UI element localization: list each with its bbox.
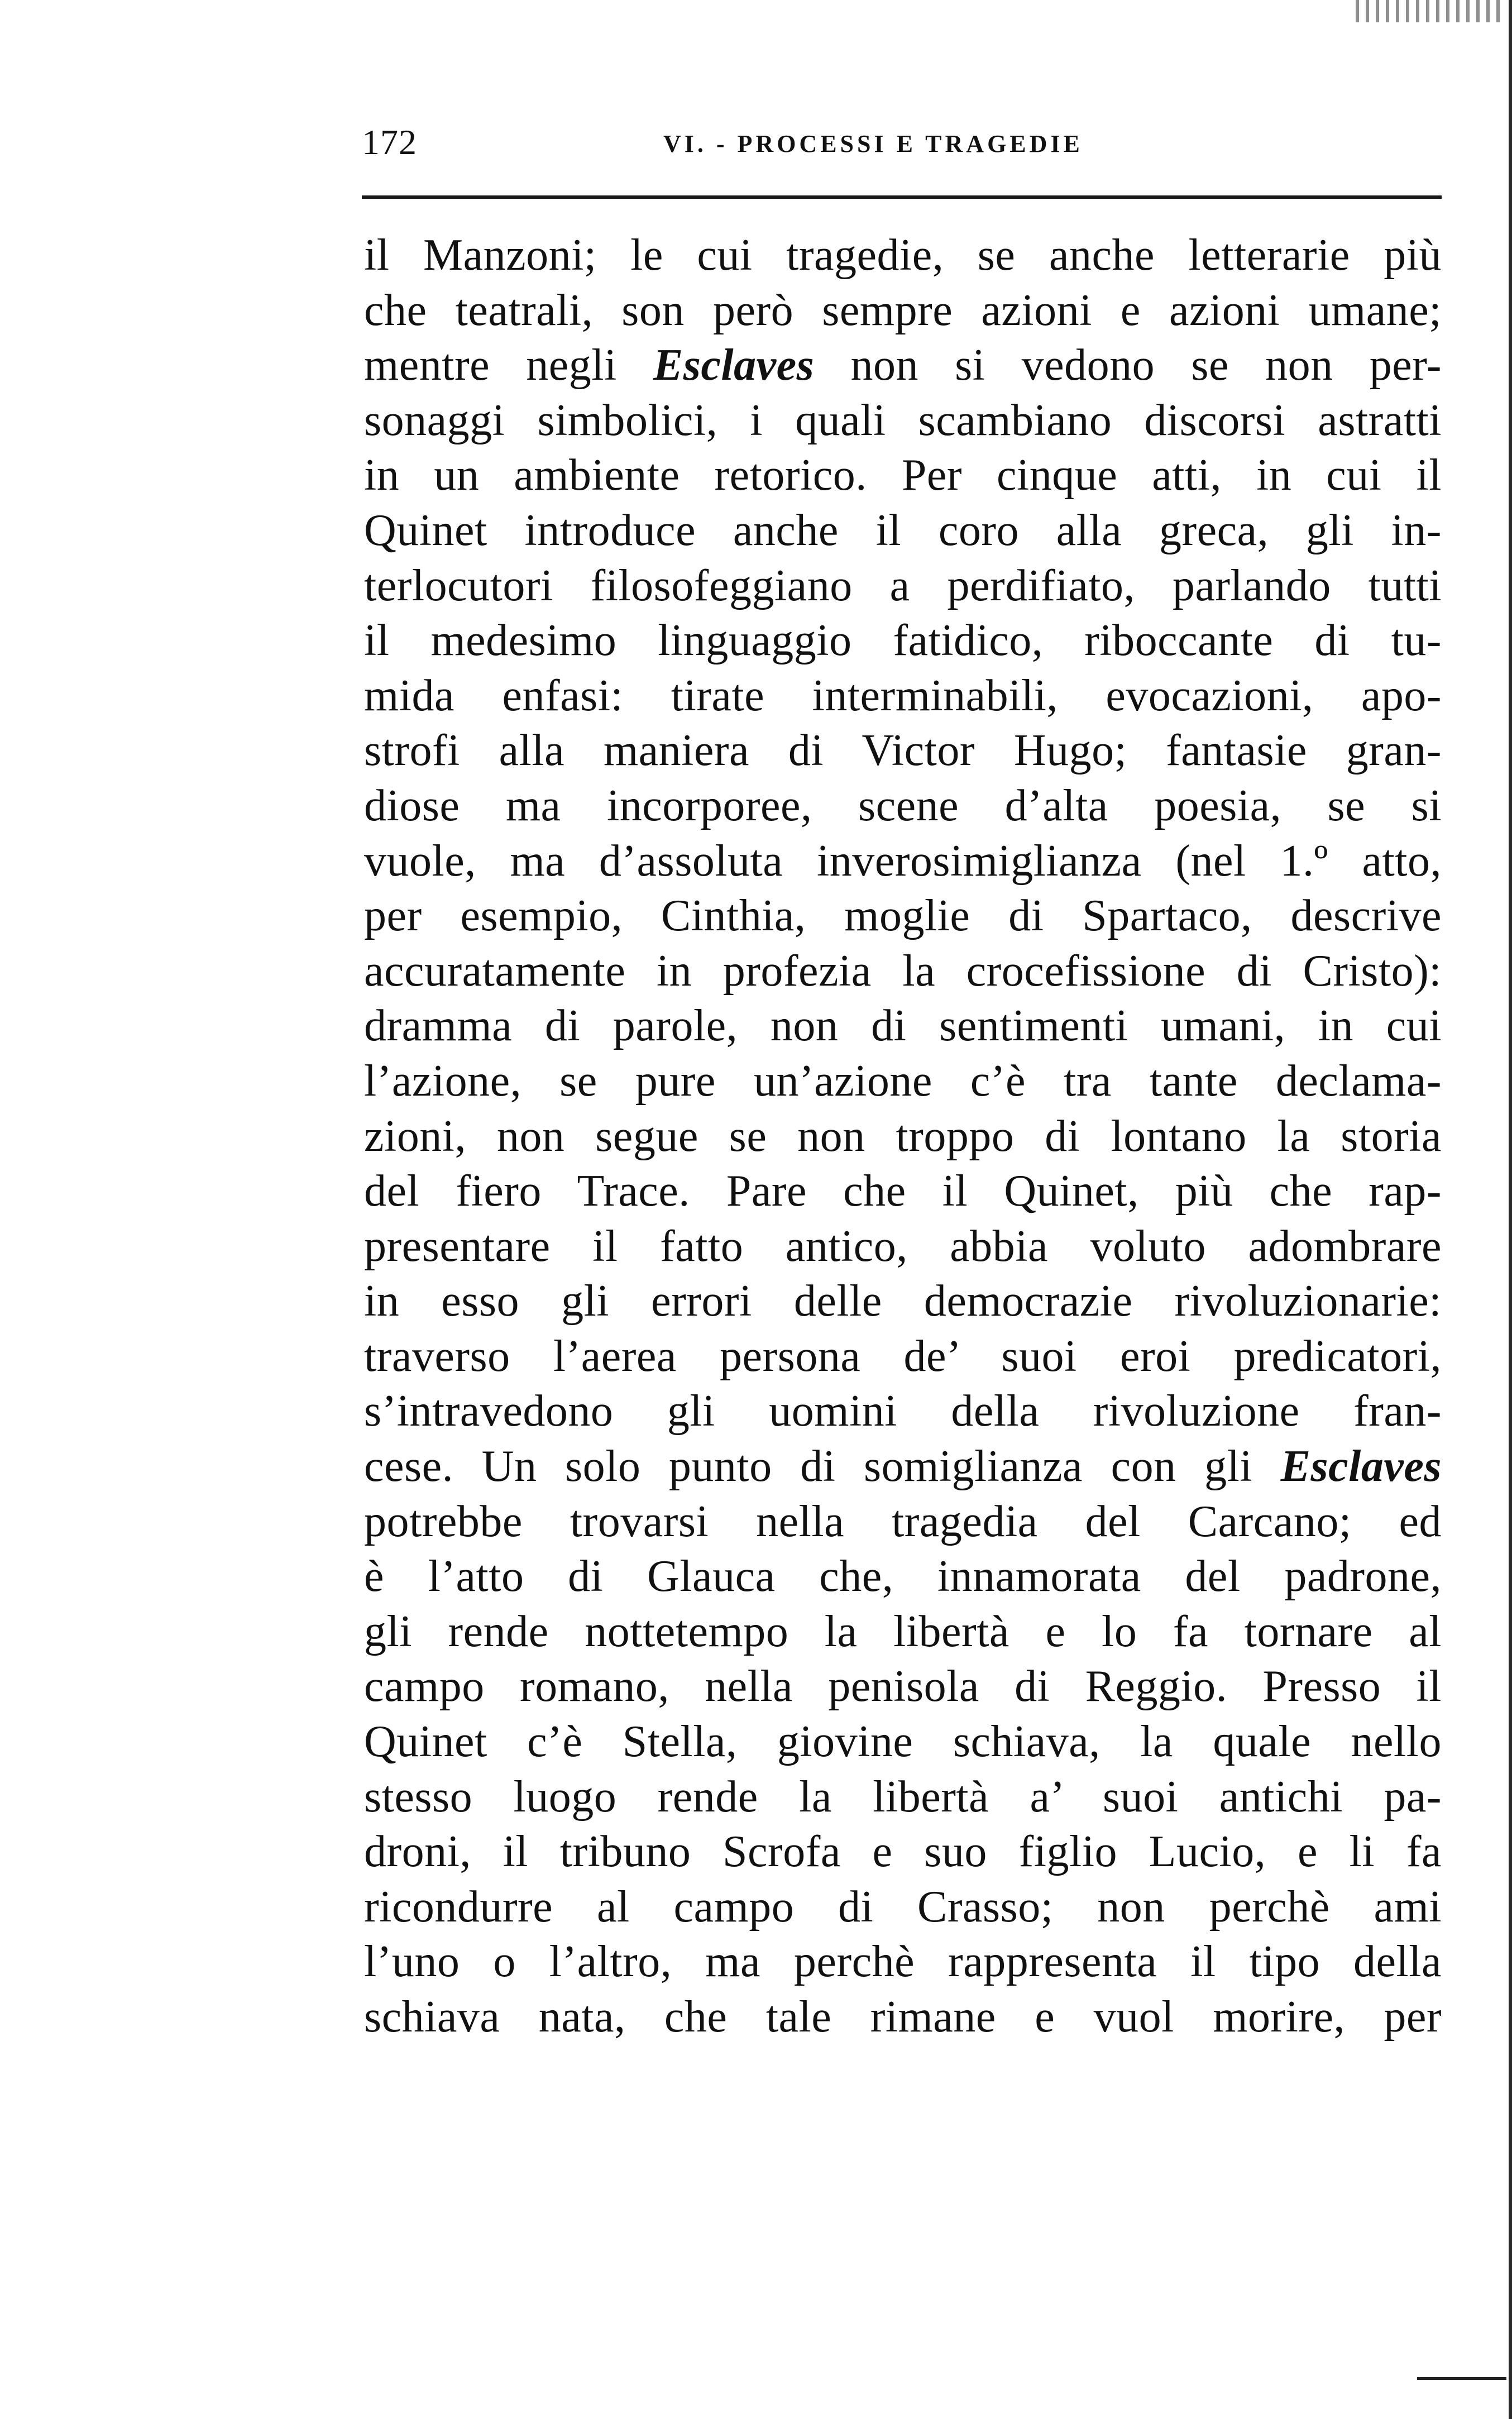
text-segment: accuratamente in profezia la crocefissione di Cristo): [364, 946, 1442, 996]
text-line [364, 834, 1442, 889]
text-segment: diose ma incorporee, scene d’alta poesia, se si [364, 781, 1442, 830]
text-segment: gli rende nottetempo la libertà e lo fa tornare al [364, 1607, 1442, 1656]
text-line [364, 1164, 1442, 1219]
text-segment: strofi alla maniera di Victor Hugo; fantasie gran- [364, 726, 1442, 776]
text-segment: il Manzoni; le cui tragedie, se anche letterarie più [364, 231, 1442, 280]
text-line [364, 1770, 1442, 1825]
text-line [364, 778, 1442, 834]
text-segment: potrebbe trovarsi nella tragedia del Carcano; ed [364, 1497, 1442, 1546]
italic-title: Esclaves [1280, 1442, 1442, 1491]
text-line [364, 1274, 1442, 1329]
text-segment: cese. Un solo punto di somiglianza con gli [364, 1442, 1281, 1491]
text-line [364, 338, 1442, 393]
text-segment: mentre negli [364, 341, 653, 390]
text-line [364, 944, 1442, 999]
header-rule [362, 195, 1442, 199]
text-segment: vuole, ma d’assoluta inverosimiglianza (nel 1.º atto, [364, 836, 1442, 886]
text-line [364, 1604, 1442, 1660]
text-line [364, 503, 1442, 558]
text-line [364, 228, 1442, 283]
text-line [364, 448, 1442, 503]
text-segment: campo romano, nella penisola di Reggio. Presso il [364, 1662, 1442, 1712]
text-line [364, 1990, 1442, 2045]
text-segment: ricondurre al campo di Crasso; non perchè ami [364, 1882, 1442, 1932]
text-segment: in esso gli errori delle democrazie rivoluzionarie: [364, 1277, 1442, 1326]
text-segment: droni, il tribuno Scrofa e suo figlio Lucio, e li fa [364, 1827, 1442, 1877]
text-line [364, 1659, 1442, 1714]
text-segment: Quinet c’è Stella, giovine schiava, la quale nello [364, 1717, 1442, 1767]
text-segment: che teatrali, son però sempre azioni e azioni umane; [364, 285, 1442, 335]
text-segment: sonaggi simbolici, i quali scambiano discorsi astratti [364, 395, 1442, 445]
text-line [364, 668, 1442, 724]
running-head: VI. - PROCESSI E TRAGEDIE [663, 130, 1083, 157]
text-segment: s’intravedono gli uomini della rivoluzione fran- [364, 1387, 1442, 1436]
text-line [364, 283, 1442, 338]
text-line [364, 393, 1442, 448]
text-line [364, 723, 1442, 778]
text-segment: dramma di parole, non di sentimenti umani, in cui [364, 1001, 1442, 1051]
text-line [364, 1934, 1442, 1990]
text-segment: l’azione, se pure un’azione c’è tra tante declama- [364, 1056, 1442, 1106]
text-line [364, 1880, 1442, 1935]
text-segment: schiava nata, che tale rimane e vuol morire, per [364, 1992, 1442, 2042]
text-line [364, 1219, 1442, 1274]
text-line [364, 1054, 1442, 1109]
text-segment: mida enfasi: tirate interminabili, evocazioni, apo- [364, 671, 1442, 720]
text-segment: del fiero Trace. Pare che il Quinet, più che rap- [364, 1167, 1442, 1216]
text-line [364, 998, 1442, 1054]
text-segment: traverso l’aerea persona de’ suoi eroi predicatori, [364, 1331, 1442, 1381]
text-line [364, 558, 1442, 614]
text-line [364, 1329, 1442, 1384]
text-segment: stesso luogo rende la libertà a’ suoi antichi pa- [364, 1772, 1442, 1822]
text-segment: non si vedono se non per- [814, 341, 1442, 390]
body-text [364, 228, 1442, 2045]
text-line [364, 1824, 1442, 1880]
text-segment: l’uno o l’altro, ma perchè rappresenta il tipo della [364, 1937, 1442, 1987]
page-header [362, 120, 1442, 165]
text-line [364, 1384, 1442, 1439]
text-line [364, 1714, 1442, 1770]
text-segment: è l’atto di Glauca che, innamorata del padrone, [364, 1552, 1442, 1601]
text-segment: presentare il fatto antico, abbia voluto adombrare [364, 1221, 1442, 1271]
scan-artifact-top [1356, 0, 1501, 22]
text-line [364, 888, 1442, 944]
text-segment: il medesimo linguaggio fatidico, riboccante di tu- [364, 616, 1442, 666]
text-segment: per esempio, Cinthia, moglie di Spartaco, descrive [364, 891, 1442, 941]
text-segment: zioni, non segue se non troppo di lontano la storia [364, 1111, 1442, 1161]
text-segment: terlocutori filosofeggiano a perdifiato, parlando tutti [364, 561, 1442, 610]
text-line [364, 1549, 1442, 1604]
page-number: 172 [362, 122, 417, 162]
italic-title: Esclaves [653, 341, 815, 390]
text-line [364, 1439, 1442, 1494]
text-segment: Quinet introduce anche il coro alla greca, gli in- [364, 505, 1442, 555]
text-line [364, 613, 1442, 668]
text-segment: in un ambiente retorico. Per cinque atti, in cui il [364, 451, 1442, 500]
text-line [364, 1494, 1442, 1550]
scan-artifact-bottom [1417, 2377, 1506, 2380]
scan-edge [1509, 0, 1512, 2419]
text-line [364, 1109, 1442, 1164]
